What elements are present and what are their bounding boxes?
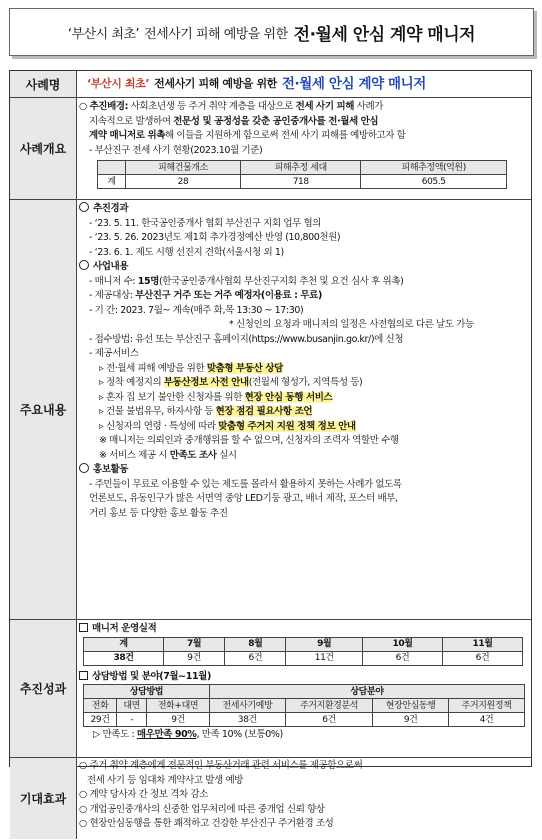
stats-header-cell: 피해추정 세대: [241, 161, 361, 175]
bullet-circle: [79, 463, 89, 473]
project-title: 사업내용: [93, 261, 129, 272]
satisfaction-label: ▷ 만족도 :: [93, 729, 137, 740]
consult-value-cell: 6건: [285, 713, 372, 727]
main-content-label: 주요내용: [10, 200, 77, 619]
stats-header-cell: 피해추정액(억원): [361, 161, 507, 175]
promo-text: 거리 홍보 등 다양한 홍보 활동 추진: [89, 507, 228, 519]
case-name-main: 전·월세 안심 계약 매니저: [281, 75, 426, 92]
service-item: ▹ 정착 예정지의: [99, 377, 164, 388]
consult-header-cell: 주거지원정책: [449, 699, 525, 713]
overview-text: 사례가: [354, 101, 384, 112]
consult-header-cell: 전세사기예방: [209, 699, 285, 713]
consult-value-cell: -: [117, 713, 147, 727]
monthly-header-cell: 계: [84, 637, 164, 651]
managers-note: (한국공인중개사협회 부산진구지회 추천 및 요건 심사 후 위촉): [159, 275, 404, 287]
stats-value-cell: 718: [241, 175, 361, 189]
overview-text: 해 이들을 지원하게 함으로써 전세 사기 피해를 예방하고자 함: [165, 130, 406, 141]
service-item: (전월세 형성가, 지역특성 등): [248, 377, 363, 388]
consult-header-cell: 현장안심동행: [373, 699, 449, 713]
consult-header-cell: 주거지환경분석: [285, 699, 372, 713]
monthly-value-cell: 6건: [442, 651, 522, 665]
case-name-middle: 전세사기 피해 예방을 위한: [154, 76, 277, 90]
overview-text: 지속적으로 발생하여: [89, 115, 174, 127]
effects-label: 기대효과: [10, 758, 77, 839]
service-highlight: 맞춤형 주거지 지원 정책 정보 안내: [218, 420, 356, 432]
stats-header-cell: 피해건물개소: [125, 161, 240, 175]
service-highlight: 맞춤형 부동산 상담: [206, 362, 283, 374]
monthly-table: [83, 637, 523, 666]
stats-value-cell: 계: [98, 175, 126, 189]
consult-value-cell: 4건: [449, 713, 525, 727]
promo-text: - 주민들이 무료로 이용할 수 있는 제도를 몰라서 활용하지 못하는 사례가 없도록: [89, 478, 402, 490]
overview-text-bold: 전문성 및 공정성을 갖춘 공인중개사를 전·월세 안심: [173, 115, 379, 127]
monthly-header-cell: 7월: [163, 637, 224, 651]
fraud-stats-table: [97, 160, 507, 189]
case-name-quote: ‘부산시 최초’: [87, 76, 150, 90]
bullet-circle: [79, 260, 89, 270]
results-body: [79, 620, 528, 759]
bullet-circle: ○: [79, 101, 87, 112]
performance-title: 매니저 운영실적: [92, 623, 157, 634]
effects-row: [10, 758, 531, 839]
overview-content: [79, 98, 528, 201]
monthly-header-cell: 8월: [225, 637, 286, 651]
service-item: ▹ 신청자의 연령 · 특성에 따라: [99, 420, 219, 432]
promo-title: 홍보활동: [93, 464, 129, 475]
service-item: ▹ 건물 불법유무, 하자사항 등: [99, 406, 216, 417]
stats-value-cell: 28: [125, 175, 240, 189]
survey-note-bold: 만족도 조사: [169, 449, 217, 461]
title-main: 전·월세 안심 계약 매니저: [293, 24, 476, 45]
consult-value-cell: 29건: [84, 713, 117, 727]
managers-count: 15명: [137, 275, 159, 287]
promo-text: 언론보도, 유동인구가 많은 서면역 중앙 LED기둥 광고, 배너 제작, 포스터 배부,: [89, 493, 398, 504]
method-title: 상담방법 및 분야(7월~11월): [92, 670, 211, 682]
monthly-value-cell: 38건: [84, 651, 164, 665]
overview-row: [10, 98, 531, 200]
service-item: ▹ 전·월세 피해 예방을 위한: [99, 362, 207, 374]
survey-note: ※ 서비스 제공 시: [99, 449, 170, 461]
consultation-table: [83, 684, 525, 727]
effect-item: ○ 개업공인중개사의 신중한 업무처리에 따른 중개업 신뢰 향상: [79, 803, 325, 815]
case-table: [9, 70, 532, 829]
results-label: 추진성과: [10, 620, 77, 757]
fraud-status-caption: - 부산진구 전세 사기 현황(2023.10월 기준): [89, 144, 263, 156]
overview-text-bold: 전세 사기 피해: [295, 101, 355, 112]
consult-header-cell: 전화+대면: [147, 699, 210, 713]
checkbox-square-icon: [79, 671, 88, 680]
overview-label: 사례개요: [10, 98, 77, 199]
service-highlight: 현장 점검 필요사항 조언: [215, 406, 313, 417]
effect-item: ○ 현장안심동행을 통한 쾌적하고 건강한 부산진구 주거환경 조성: [79, 818, 334, 829]
overview-text: 사회초년생 등 주거 취약 계층을 대상으로: [128, 101, 296, 112]
case-name-content: [79, 71, 528, 97]
stats-header-cell: [98, 161, 126, 175]
period-text: - 기 간: 2023. 7월~ 계속(매주 화,목 13:30 ~ 17:30): [89, 304, 304, 316]
effect-item: 전세 사기 등 임대차 계약사고 발생 예방: [79, 774, 244, 786]
monthly-header-cell: 10월: [363, 637, 443, 651]
overview-bg-label: 추진배경:: [89, 101, 129, 112]
overview-text-bold: 계약 매니저로 위촉: [89, 130, 166, 141]
progress-item: - ‘23. 6. 1. 제도 시행 선진지 견학(서울시청 외 1): [89, 246, 284, 258]
progress-item: - ‘23. 5. 26. 2023년도 제1회 추가경정예산 반영 (10,800천원): [89, 232, 341, 243]
survey-note: 실시: [216, 449, 237, 461]
case-name-label: 사례명: [10, 71, 77, 97]
title-prefix: ‘부산시 최초’: [67, 26, 140, 42]
apply-method: - 접수방법: 유선 또는 부산진구 홈페이지(https://www.busanjin.go.kr/)에 신청: [89, 333, 404, 345]
satisfaction-rest: , 만족 10% (보통0%): [196, 729, 283, 740]
target-value: 부산진구 거주 또는 거주 예정자(이용료 : 무료): [135, 290, 322, 301]
title-middle: 전세사기 피해 예방을 위한: [144, 26, 288, 42]
main-content-row: [10, 200, 531, 620]
consult-header-cell: 전화: [84, 699, 117, 713]
checkbox-square-icon: [79, 623, 88, 632]
monthly-value-cell: 9건: [163, 651, 224, 665]
monthly-value-cell: 6건: [363, 651, 443, 665]
progress-title: 추진경과: [93, 203, 129, 214]
monthly-header-cell: 11월: [442, 637, 522, 651]
service-highlight: 현장 안심 동행 서비스: [244, 391, 333, 403]
consult-value-cell: 38건: [209, 713, 285, 727]
managers-label: - 매니저 수:: [89, 275, 138, 287]
effect-item: ○ 계약 당사자 간 정보 격차 감소: [79, 789, 208, 800]
monthly-value-cell: 11건: [286, 651, 363, 665]
manager-note: ※ 매니저는 의뢰인과 중개행위를 할 수 없으며, 신청자의 조력자 역할만 수행: [99, 435, 399, 446]
main-content-body: [79, 200, 528, 621]
case-name-row: [10, 71, 531, 98]
period-note: * 신청인의 요청과 매니저의 일정은 사전협의로 다른 날도 가능: [229, 319, 474, 330]
bullet-circle: [79, 202, 89, 212]
consult-value-cell: 9건: [147, 713, 210, 727]
field-group-header: 상담분야: [209, 685, 524, 699]
consult-value-cell: 9건: [373, 713, 449, 727]
service-item: ▹ 혼자 집 보기 불안한 신청자를 위한: [99, 391, 245, 403]
service-highlight: 부동산정보 사전 안내: [163, 377, 249, 388]
progress-item: - ‘23. 5. 11. 한국공인중개사 협회 부산진구 지회 업무 협의: [89, 217, 322, 229]
effect-item: ○ 주거 취약 계층에게 전문적인 부동산거래 관련 서비스를 제공함으로써: [79, 760, 363, 771]
satisfaction-highlight: 매우만족 90%: [136, 729, 197, 740]
services-title: - 제공서비스: [89, 348, 139, 359]
method-group-header: 상담방법: [84, 685, 210, 699]
monthly-value-cell: 6건: [225, 651, 286, 665]
target-label: - 제공대상:: [89, 290, 136, 301]
consult-header-cell: 대면: [117, 699, 147, 713]
stats-value-cell: 605.5: [361, 175, 507, 189]
effects-body: [79, 758, 528, 840]
document-title: [9, 8, 534, 56]
monthly-header-cell: 9월: [286, 637, 363, 651]
results-row: [10, 620, 531, 758]
